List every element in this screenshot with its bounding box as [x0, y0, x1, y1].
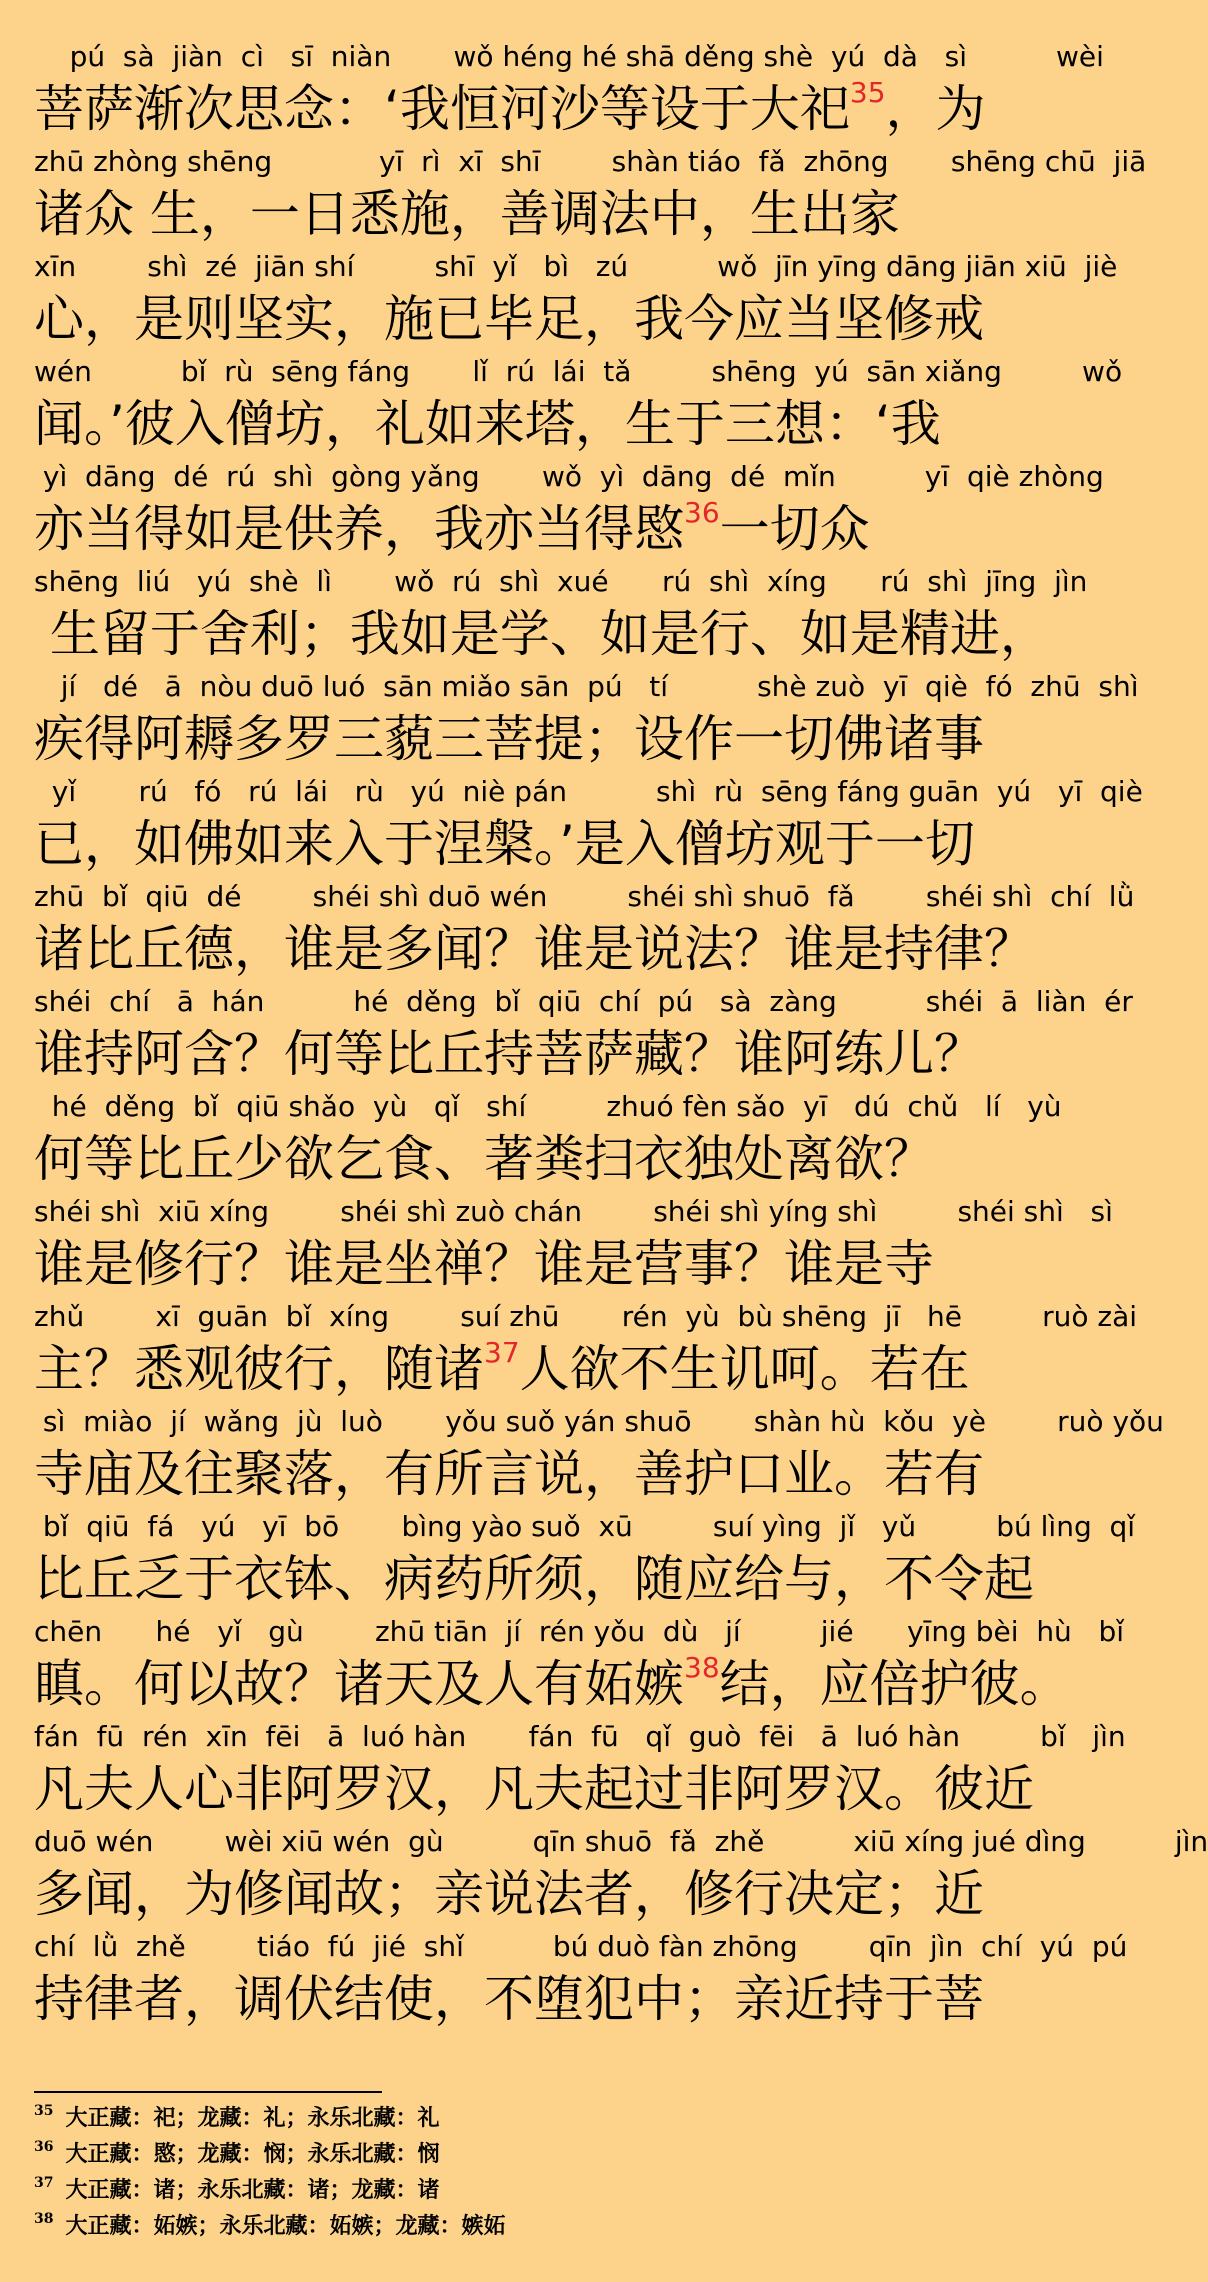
pinyin-row: shēng liú yú shè lì wǒ rú shì xué rú shì xíng rú shì jīng jìn — [34, 565, 1088, 598]
pinyin-text-body — [34, 36, 1208, 2031]
chinese-row — [34, 813, 1054, 876]
chinese-row — [34, 288, 1054, 351]
footnote-ref[interactable]: 37 — [484, 1336, 520, 1369]
footnote — [34, 2136, 1044, 2172]
chinese-row — [34, 183, 1054, 246]
pinyin-row: sì miào jí wǎng jù luò yǒu suǒ yán shuō shàn hù kǒu yè ruò yǒu — [34, 1405, 1164, 1438]
text-line — [34, 666, 1139, 771]
text-line — [34, 141, 1147, 246]
chinese-row — [34, 1548, 1054, 1611]
pinyin-row: shéi shì xiū xíng shéi shì zuò chán shéi shì yíng shì shéi shì sì — [34, 1195, 1113, 1228]
footnote-number: 37 — [34, 2175, 54, 2191]
chinese-row — [34, 1968, 1054, 2031]
footnote-text: 大正藏：妬嫉；永乐北藏：妬嫉；龙藏：嫉妬 — [65, 2213, 506, 2239]
pinyin-row: yì dāng dé rú shì gòng yǎng wǒ yì dāng dé mǐn yī qiè zhòng — [34, 460, 1104, 493]
footnote-text: 大正藏：诸；永乐北藏：诸；龙藏：诸 — [65, 2177, 440, 2203]
pinyin-row: bǐ qiū fá yú yī bō bìng yào suǒ xū suí yìng jǐ yǔ bú lìng qǐ — [34, 1510, 1136, 1543]
chinese-text: 瞋。何以故？诸天及人有妬嫉 — [34, 1655, 684, 1713]
chinese-text-after: 结，应倍护彼。 — [719, 1655, 1070, 1713]
text-line — [34, 1821, 1208, 1926]
chinese-text: 疾得阿耨多罗三藐三菩提；设作一切佛诸事 — [34, 710, 984, 768]
text-line — [34, 1401, 1164, 1506]
chinese-row — [34, 1443, 1054, 1506]
text-line — [34, 1506, 1136, 1611]
chinese-row — [34, 1758, 1054, 1821]
chinese-text: 已，如佛如来入于涅槃。’是入僧坊观于一切 — [34, 815, 975, 873]
footnote-text: 大正藏：祀；龙藏：礼；永乐北藏：礼 — [65, 2105, 440, 2131]
text-line — [34, 246, 1118, 351]
pinyin-row: chēn hé yǐ gù zhū tiān jí rén yǒu dù jí jié yīng bèi hù bǐ — [34, 1615, 1125, 1648]
chinese-text: 生留于舍利；我如是学、如是行、如是精进， — [34, 605, 1050, 663]
footnotes — [34, 2100, 1044, 2244]
chinese-text-after: ，为 — [885, 80, 986, 138]
pinyin-row: jí dé ā nòu duō luó sān miǎo sān pú tí shè zuò yī qiè fó zhū shì — [34, 670, 1139, 703]
chinese-text: 谁是修行？谁是坐禅？谁是营事？谁是寺 — [34, 1235, 934, 1293]
chinese-text-after: 人欲不生讥呵。若在 — [519, 1340, 970, 1398]
footnote-number: 38 — [34, 2211, 54, 2227]
chinese-text: 凡夫人心非阿罗汉，凡夫起过非阿罗汉。彼近 — [34, 1760, 1034, 1818]
pinyin-row: zhǔ xī guān bǐ xíng suí zhū rén yù bù shēng jī hē ruò zài — [34, 1300, 1138, 1333]
chinese-text: 谁持阿含？何等比丘持菩萨藏？谁阿练儿？ — [34, 1025, 984, 1083]
pinyin-row: hé děng bǐ qiū shǎo yù qǐ shí zhuó fèn sǎo yī dú chǔ lí yù — [34, 1090, 1062, 1123]
footnote — [34, 2172, 1044, 2208]
chinese-text: 主？悉观彼行，随诸 — [34, 1340, 484, 1398]
footnote — [34, 2208, 1044, 2244]
text-line — [34, 456, 1104, 561]
chinese-row — [34, 1233, 1054, 1296]
text-line — [34, 36, 1104, 141]
chinese-row — [34, 708, 1054, 771]
chinese-row — [34, 1863, 1054, 1926]
pinyin-row: xīn shì zé jiān shí shī yǐ bì zú wǒ jīn yīng dāng jiān xiū jiè — [34, 250, 1118, 283]
text-line — [34, 1296, 1138, 1401]
chinese-row — [34, 498, 1054, 561]
chinese-row — [34, 1338, 1054, 1401]
text-line — [34, 1191, 1113, 1296]
pinyin-row: chí lǜ zhě tiáo fú jié shǐ bú duò fàn zhōng qīn jìn chí yú pú — [34, 1930, 1128, 1963]
text-line — [34, 1611, 1125, 1716]
footnote-ref[interactable]: 38 — [684, 1651, 720, 1684]
text-line — [34, 1926, 1128, 2031]
text-line — [34, 771, 1143, 876]
pinyin-row: shéi chí ā hán hé děng bǐ qiū chí pú sà zàng shéi ā liàn ér — [34, 985, 1133, 1018]
footnote-ref[interactable]: 35 — [849, 76, 886, 109]
text-line — [34, 981, 1133, 1086]
chinese-text: 心，是则坚实，施已毕足，我今应当坚修戒 — [34, 290, 984, 348]
footnote-number: 35 — [34, 2103, 54, 2119]
pinyin-row: zhū zhòng shēng yī rì xī shī shàn tiáo fǎ zhōng shēng chū jiā — [34, 145, 1147, 178]
text-line — [34, 351, 1123, 456]
text-line — [34, 561, 1088, 666]
pinyin-row: zhū bǐ qiū dé shéi shì duō wén shéi shì shuō fǎ shéi shì chí lǜ — [34, 880, 1135, 913]
footnote-divider — [34, 2091, 382, 2093]
chinese-text: 何等比丘少欲乞食、著粪扫衣独处离欲？ — [34, 1130, 934, 1188]
pinyin-row: fán fū rén xīn fēi ā luó hàn fán fū qǐ guò fēi ā luó hàn bǐ jìn — [34, 1720, 1126, 1753]
pinyin-row: yǐ rú fó rú lái rù yú niè pán shì rù sēng fáng guān yú yī qiè — [34, 775, 1143, 808]
text-line — [34, 876, 1135, 981]
pinyin-row: wén bǐ rù sēng fáng lǐ rú lái tǎ shēng yú sān xiǎng wǒ — [34, 355, 1123, 388]
chinese-text: 诸众 生，一日悉施，善调法中，生出家 — [34, 185, 900, 243]
footnote — [34, 2100, 1044, 2136]
footnote-number: 36 — [34, 2139, 54, 2155]
chinese-text: 菩萨渐次思念：‘我恒河沙等设于大祀 — [34, 80, 850, 138]
chinese-text: 持律者，调伏结使，不堕犯中；亲近持于菩 — [34, 1970, 984, 2028]
chinese-row — [34, 918, 1054, 981]
chinese-row — [34, 1128, 1054, 1191]
chinese-text: 闻。’彼入僧坊，礼如来塔，生于三想：‘我 — [34, 395, 941, 453]
chinese-row — [34, 1651, 1070, 1716]
chinese-row — [34, 78, 1054, 141]
chinese-text: 比丘乏于衣钵、病药所须，随应给与，不令起 — [34, 1550, 1034, 1608]
pinyin-row: pú sà jiàn cì sī niàn wǒ héng hé shā děng shè yú dà sì wèi — [34, 40, 1104, 73]
text-line — [34, 1086, 1062, 1191]
chinese-text: 诸比丘德，谁是多闻？谁是说法？谁是持律？ — [34, 920, 1034, 978]
chinese-text: 多闻，为修闻故；亲说法者，修行决定；近 — [34, 1865, 984, 1923]
chinese-text: 亦当得如是供养，我亦当得愍 — [34, 500, 684, 558]
chinese-row — [34, 603, 1054, 666]
footnote-ref[interactable]: 36 — [684, 496, 720, 529]
footnote-text: 大正藏：愍；龙藏：悯；永乐北藏：悯 — [65, 2141, 440, 2167]
chinese-row — [34, 1023, 1054, 1086]
chinese-text-after: 一切众 — [719, 500, 870, 558]
text-line — [34, 1716, 1126, 1821]
pinyin-row: duō wén wèi xiū wén gù qīn shuō fǎ zhě xiū xíng jué dìng jìn — [34, 1825, 1208, 1858]
chinese-row — [34, 393, 1054, 456]
chinese-text: 寺庙及往聚落，有所言说，善护口业。若有 — [34, 1445, 984, 1503]
